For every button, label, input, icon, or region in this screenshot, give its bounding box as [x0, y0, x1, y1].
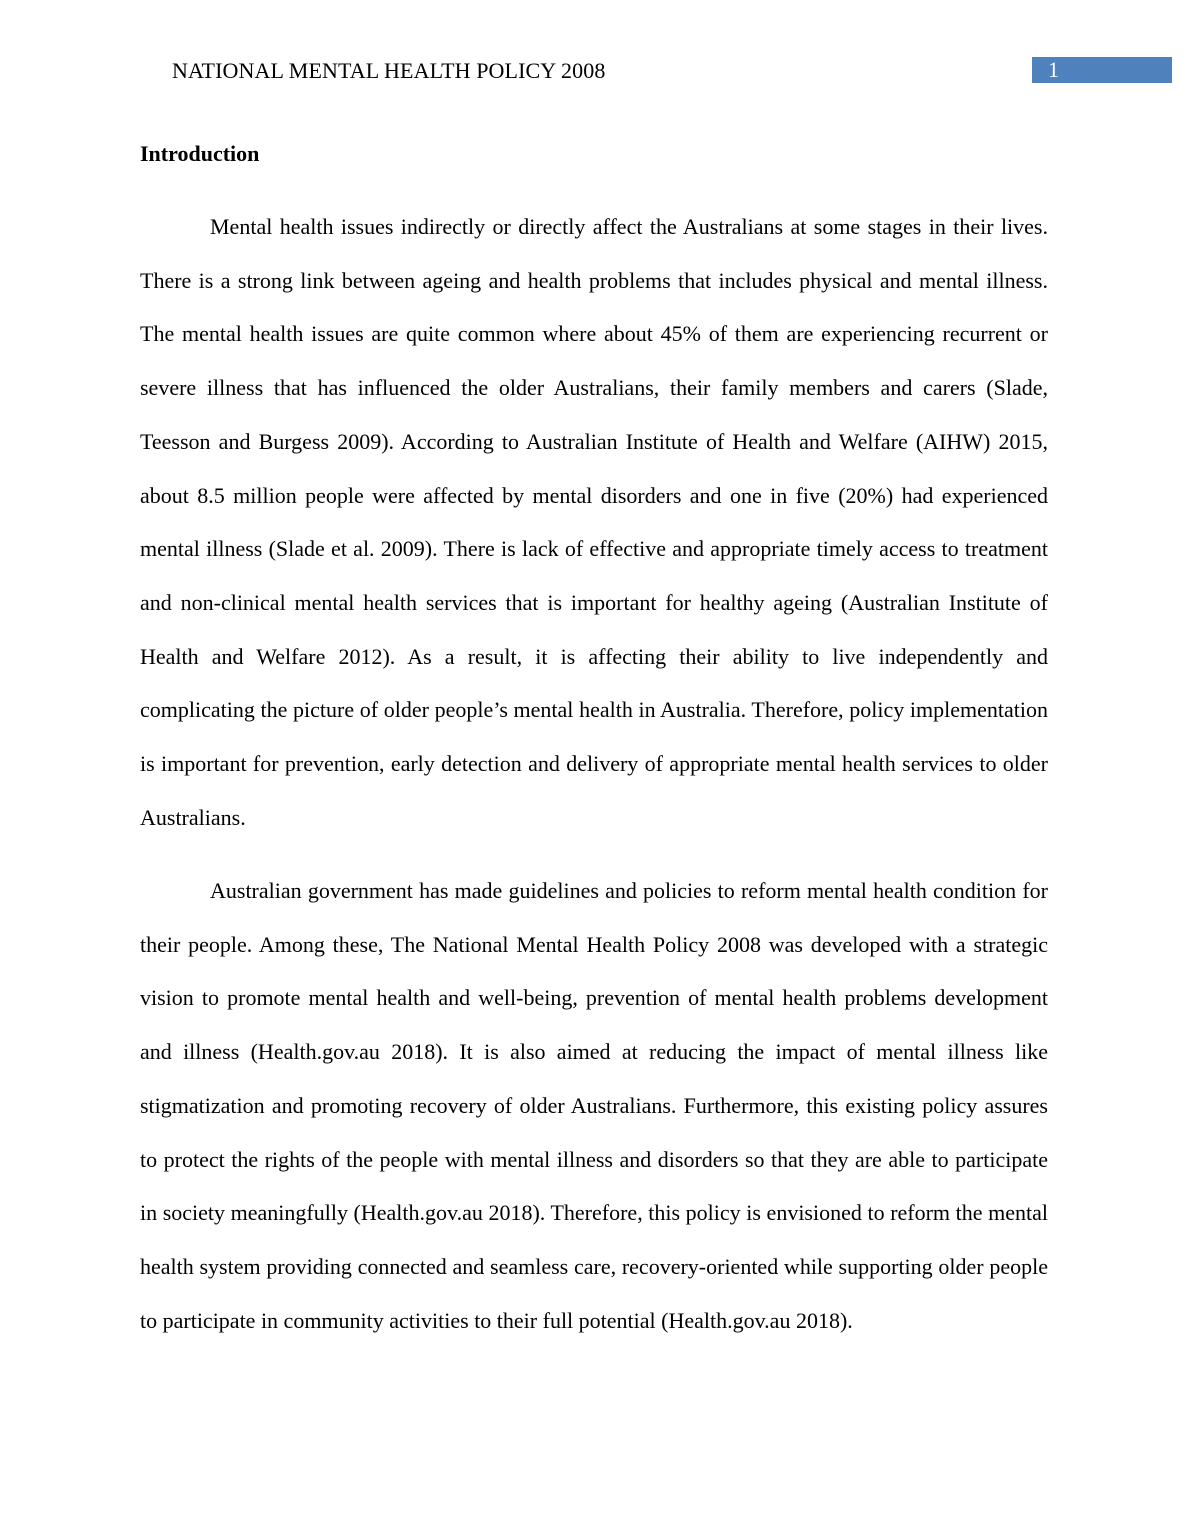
page-number-badge: 1 — [1032, 57, 1172, 83]
running-head-title: NATIONAL MENTAL HEALTH POLICY 2008 — [172, 58, 606, 83]
body-paragraph-2: Australian government has made guidelines and policies to reform mental health condition for their people. Among these, The National Mental Health Policy 2008 was developed with a strategic vision to promote mental health and well-being, prevention of mental health problems development and illness (Health.gov.au 2018). It is also aimed at reducing the impact of mental illness like stigmatization and promoting recovery of older Australians. Furthermore, this existing policy assures to protect the rights of the people with mental illness and disorders so that they are able to participate in society meaningfully (Health.gov.au 2018). Therefore, this policy is envisioned to reform the mental health system providing connected and seamless care, recovery-oriented while supporting older people to participate in community activities to their full potential (Health.gov.au 2018). — [140, 878, 1048, 1333]
section-heading-introduction: Introduction — [140, 141, 260, 166]
body-paragraph-1: Mental health issues indirectly or directly affect the Australians at some stages in their lives. There is a strong link between ageing and health problems that includes physical and mental illness. The mental health issues are quite common where about 45% of them are experiencing recurrent or severe illness that has influenced the older Australians, their family members and carers (Slade, Teesson and Burgess 2009). According to Australian Institute of Health and Welfare (AIHW) 2015, about 8.5 million people were affected by mental disorders and one in five (20%) had experienced mental illness (Slade et al. 2009). There is lack of effective and appropriate timely access to treatment and non-clinical mental health services that is important for healthy ageing (Australian Institute of Health and Welfare 2012). As a result, it is affecting their ability to live independently and complicating the picture of older people’s mental health in Australia. Therefore, policy implementation is important for prevention, early detection and delivery of appropriate mental health services to older Australians. — [140, 214, 1048, 830]
